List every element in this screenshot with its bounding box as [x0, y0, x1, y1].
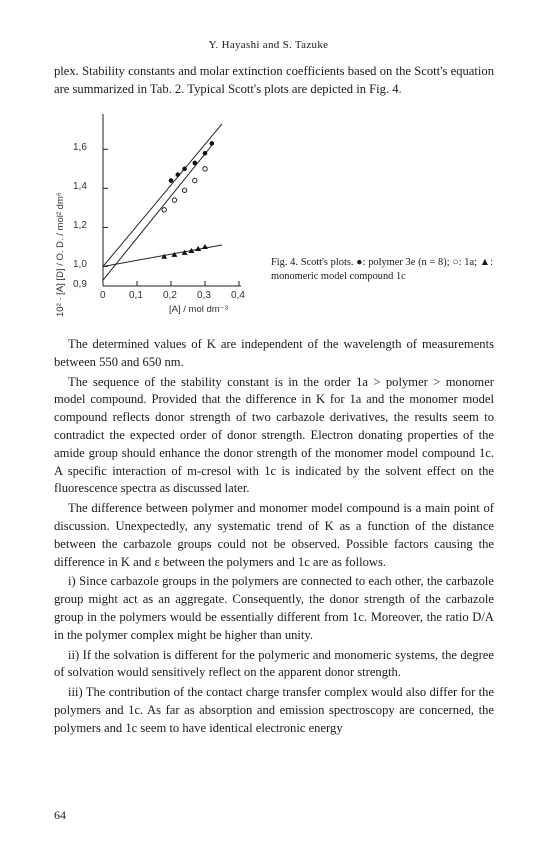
x-tick-label-3: 0,3	[197, 290, 211, 301]
x-tick-label-2: 0,2	[163, 290, 177, 301]
paragraph-2: The sequence of the stability constant is in the order 1a > polymer > monomer model compound. Provided that the difference in K for 1a and the monomer model compound reflects donor strength of two carbazole derivatives, the results seem to contradict the expected order of donor strength. Electron donating properties of the amide group should enhance the donor strength of the monomer model compound 1c. A specific interaction of m-cresol with 1c is indicated by the solvent effect on the fluorescence spectra as discussed later.	[54, 374, 494, 496]
y-tick-label-1: 1,0	[73, 259, 87, 271]
point-s2-5	[202, 244, 208, 249]
figure-caption: Fig. 4. Scott's plots. ●: polymer 3e (n = 8); ○: 1a; ▲: monomeric model compound 1c	[271, 257, 493, 282]
point-s1-4	[203, 167, 207, 171]
x-tick-label-4: 0,4	[231, 290, 245, 301]
point-s1-1	[172, 198, 176, 202]
fit-line-0	[103, 124, 222, 267]
fit-line-1	[103, 145, 212, 280]
intro-paragraph: plex. Stability constants and molar extinction coefficients based on the Scott's equation are summarized in Tab. 2. Typical Scott's plots are depicted in Fig. 4.	[54, 64, 494, 96]
y-tick-label-3: 1,4	[73, 181, 87, 193]
point-s0-4	[203, 151, 208, 156]
point-s1-0	[162, 208, 166, 212]
paragraph-4: i) Since carbazole groups in the polymers are connected to each other, the carbazole group might act as an aggregate. Consequently, the donor strength of the carbazole group in the polymers would be essentially different from 1c. Moreover, the ratio D/A in the polymer complex might be higher than unity.	[54, 574, 494, 642]
point-s0-1	[176, 172, 181, 177]
body-text	[54, 336, 494, 740]
x-tick-label-0: 0	[100, 290, 106, 301]
point-s0-0	[169, 178, 174, 183]
point-s1-2	[182, 188, 186, 192]
x-tick-label-1: 0,1	[129, 290, 143, 301]
point-s0-3	[193, 161, 198, 166]
paragraph-6: iii) The contribution of the contact charge transfer complex would also differ for the polymers and 1c. As far as absorption and emission spectroscopy are concerned, the polymers and 1c seem to have identical electronic energy	[54, 685, 494, 735]
y-tick-label-0: 0,9	[73, 279, 87, 290]
point-s1-3	[193, 178, 197, 182]
y-axis-label: 10² · [A] [D] / O. D. / mol² dm⁶	[55, 192, 66, 317]
paragraph-5: ii) If the solvation is different for the polymeric and monomeric systems, the degree of solvation would sensitively reflect on the apparent donor strength.	[54, 647, 494, 680]
x-axis-label: [A] / mol dm⁻³	[169, 304, 228, 315]
y-tick-label-4: 1,6	[73, 142, 87, 154]
paragraph-3: The difference between polymer and monomer model compound is a main point of discussion. Unexpectedly, any systematic trend of K as a function of the distance between the carbazole groups could not be observed. Possible factors causing the difference in K and ε between the polymers and 1c are as follows.	[54, 501, 494, 569]
scott-plot-figure	[46, 112, 276, 352]
paragraph-1: The determined values of K are independent of the wavelength of measurements between 550 and 650 nm.	[54, 337, 494, 369]
y-tick-label-2: 1,2	[73, 220, 87, 232]
point-s0-5	[210, 141, 215, 146]
page-number: 64	[54, 808, 66, 822]
running-head: Y. Hayashi and S. Tazuke	[208, 39, 329, 51]
point-s0-2	[182, 167, 187, 172]
